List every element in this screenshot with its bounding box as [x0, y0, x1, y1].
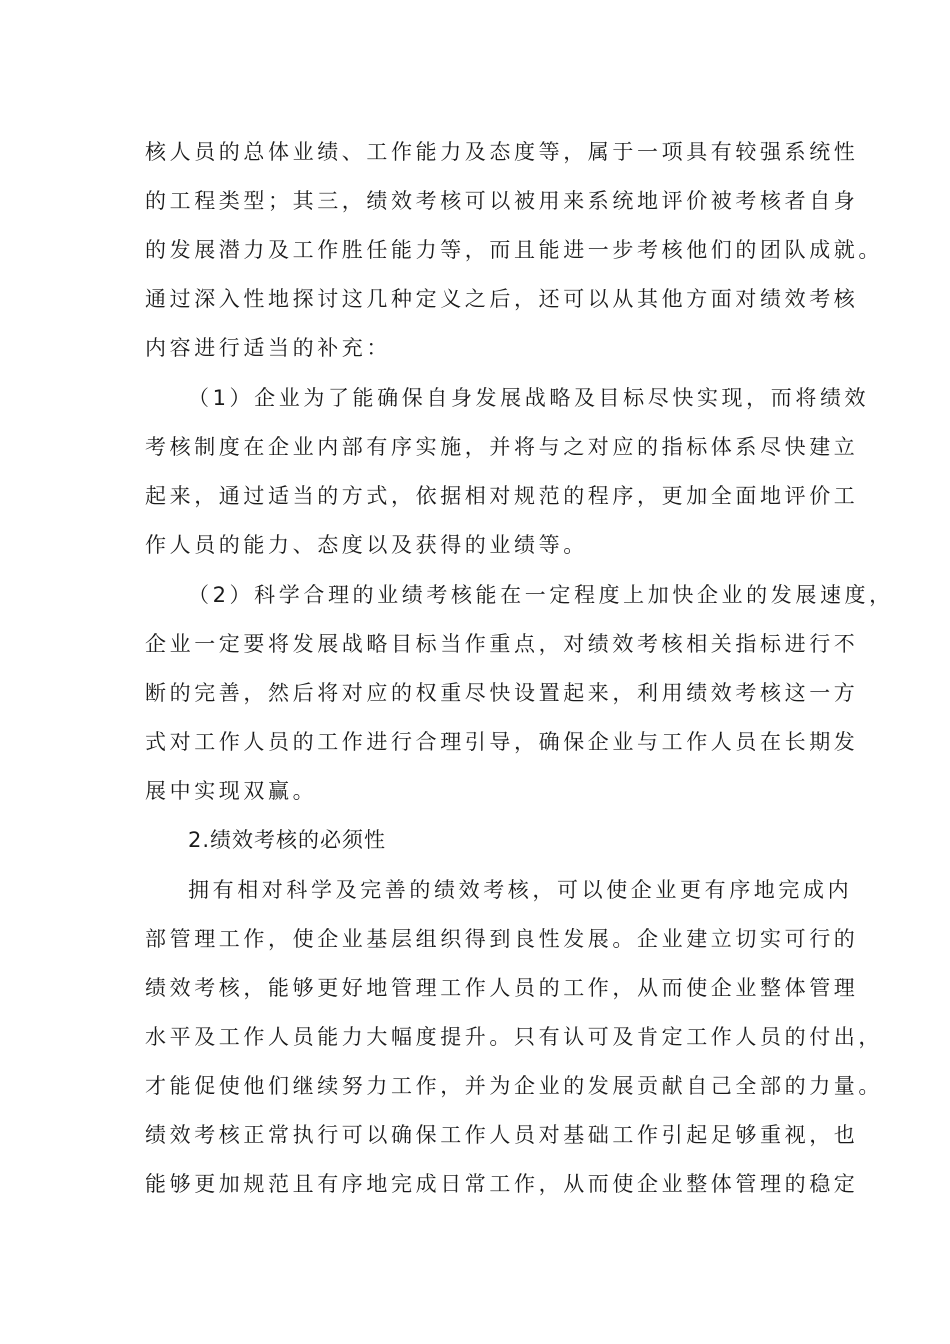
- text-line: 企业一定要将发展战略目标当作重点，对绩效考核相关指标进行不: [145, 632, 859, 656]
- text-line: 起来，通过适当的方式，依据相对规范的程序，更加全面地评价工: [145, 484, 859, 508]
- text-line: 部管理工作，使企业基层组织得到良性发展。企业建立切实可行的: [145, 927, 859, 951]
- section-heading: 2.绩效考核的必须性: [188, 828, 387, 852]
- list-item-2-line: （2）科学合理的业绩考核能在一定程度上加快企业的发展速度，: [188, 583, 894, 607]
- text-line: 断的完善，然后将对应的权重尽快设置起来，利用绩效考核这一方: [145, 681, 859, 705]
- list-item-1-line: （1）企业为了能确保自身发展战略及目标尽快实现，而将绩效: [188, 386, 870, 410]
- text-line: 考核制度在企业内部有序实施，并将与之对应的指标体系尽快建立: [145, 435, 859, 459]
- text-line: 通过深入性地探讨这几种定义之后，还可以从其他方面对绩效考核: [145, 287, 859, 311]
- text-line: 内容进行适当的补充：: [145, 336, 391, 360]
- text-line: 核人员的总体业绩、工作能力及态度等，属于一项具有较强系统性: [145, 140, 859, 164]
- text-line: 才能促使他们继续努力工作，并为企业的发展贡献自己全部的力量。: [145, 1074, 883, 1098]
- paragraph-start-line: 拥有相对科学及完善的绩效考核，可以使企业更有序地完成内: [188, 878, 853, 902]
- text-line: 绩效考核，能够更好地管理工作人员的工作，从而使企业整体管理: [145, 976, 859, 1000]
- text-line: 作人员的能力、态度以及获得的业绩等。: [145, 533, 588, 557]
- text-line: 展中实现双赢。: [145, 779, 318, 803]
- text-line: 式对工作人员的工作进行合理引导，确保企业与工作人员在长期发: [145, 730, 859, 754]
- text-line: 绩效考核正常执行可以确保工作人员对基础工作引起足够重视，也: [145, 1123, 859, 1147]
- text-line: 水平及工作人员能力大幅度提升。只有认可及肯定工作人员的付出，: [145, 1025, 883, 1049]
- text-line: 能够更加规范且有序地完成日常工作，从而使企业整体管理的稳定: [145, 1172, 859, 1196]
- text-line: 的发展潜力及工作胜任能力等，而且能进一步考核他们的团队成就。: [145, 238, 883, 262]
- text-line: 的工程类型；其三，绩效考核可以被用来系统地评价被考核者自身: [145, 189, 859, 213]
